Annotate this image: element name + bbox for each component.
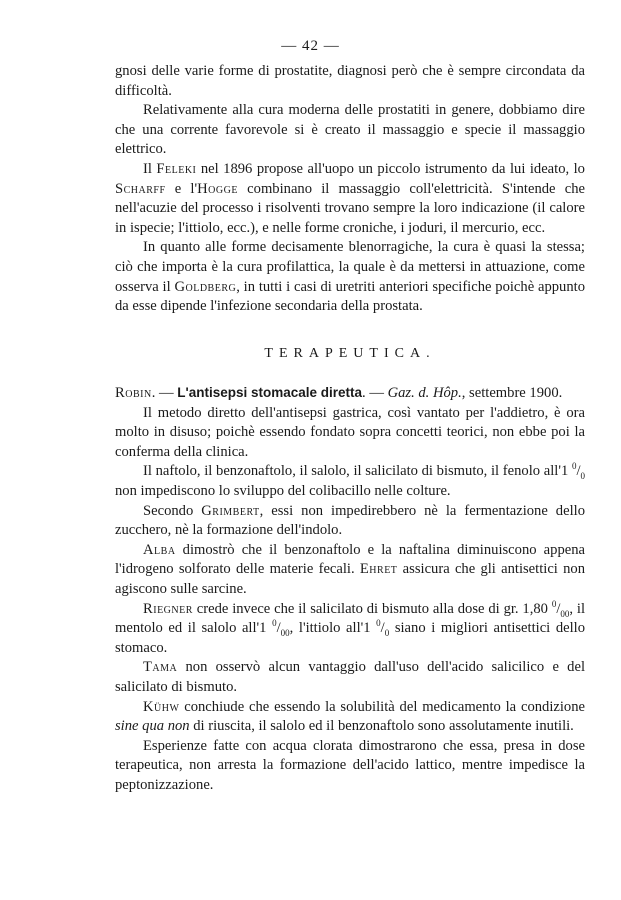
citation-journal: Gaz. d. Hôp. — [387, 385, 462, 401]
author-name: Hogge — [197, 180, 238, 197]
paragraph-direct-method: Il metodo diretto dell'antisepsi gastrica, così vantato per l'addietro, è ora molto in disuso; poichè essendo fondato sopra concetti teorici, non ebbe poi la conferma della clinica. — [115, 404, 585, 460]
paragraph-naphthol: Il naftolo, il benzonaftolo, il salolo, il salicilato di bismuto, il fenolo all'1 $^0/_0$ non impediscono lo sviluppo del colibacillo nelle colture. — [115, 461, 585, 499]
citation-date: , settembre 1900. — [461, 385, 563, 401]
paragraph-kuhw: Kühw conchiude che essendo la solubilità del medicamento la condizione sine qua non di riuscita, il salolo ed il benzonaftolo sono assolutamente inutili. — [115, 698, 585, 735]
paragraph-alba: Alba dimostrò che il benzonaftolo e la naftalina diminuiscono appena l'idrogeno solforato delle materie fecali. Ehret assicura che gli antisettici non agiscono sulle sarcine. — [115, 541, 585, 597]
section-heading: TERAPEUTICA. — [264, 346, 436, 361]
author-name: Tama — [143, 659, 178, 676]
text-block-prostatitis — [115, 62, 585, 317]
author-name: Kühw — [143, 698, 180, 715]
paragraph-tama: Tama non osservò alcun vantaggio dall'uso dell'acido salicilico e del salicilato di bismuto. — [115, 659, 585, 695]
paragraph-instrument: Il Feleki nel 1896 propose all'uopo un piccolo istrumento da lui ideato, lo Scharff e l'Hogge combinano il massaggio coll'elettricità. S'intende che nell'acuzie del processo i risolventi trovano sempre la loro indicazione (il calore in ispecie; l'ittiolo, ecc.), e nelle forme croniche, i joduri, il mercurio, ecc. — [115, 160, 585, 236]
page-number: — 42 — — [281, 38, 340, 54]
citation-title: L'antisepsi stomacale diretta — [177, 385, 363, 400]
author-name: Grimbert — [201, 502, 260, 519]
paragraph-diagnosis: gnosi delle varie forme di prostatite, diagnosi però che è sempre circondata da difficoltà. — [115, 63, 585, 99]
latin-phrase: sine qua non — [115, 718, 190, 735]
paragraph-massage: Relativamente alla cura moderna delle prostatiti in genere, dobbiamo dire che una corrente favorevole si è creato il massaggio e specie il massaggio elettrico. — [115, 102, 585, 158]
paragraph-blenorrhagic: In quanto alle forme decisamente blenorragiche, la cura è quasi la stessa; ciò che importa è la cura profilattica, la quale è da mettersi in attuazione, come osserva il Goldberg, in tutti i casi di uretriti anteriori specifiche poichè appunto da esse dipende l'infezione secondaria della prostata. — [115, 239, 585, 315]
paragraph-riegner: Riegner crede invece che il salicilato di bismuto alla dose di gr. 1,80 $^0/_{00}$, il mentolo ed il salolo all'1 $^0/_{00}$, l'ittiolo all'1 $^0/_0$ siano i migliori antisettici dello stomaco. — [115, 598, 586, 656]
citation-author: Robin — [115, 385, 152, 401]
author-name: Alba — [143, 541, 176, 558]
citation-line: Robin. — L'antisepsi stomacale diretta. — Gaz. d. Hôp., settembre 1900. — [115, 385, 563, 401]
author-name: Feleki — [156, 160, 197, 177]
paragraph-grimbert: Secondo Grimbert, essi non impedirebbero nè la fermentazione dello zucchero, nè la formazione dell'indolo. — [115, 502, 585, 539]
author-name: Scharff — [115, 180, 166, 197]
text-block-therapeutics — [115, 383, 585, 795]
author-name: Riegner — [143, 600, 193, 617]
author-name: Ehret — [359, 561, 398, 578]
author-name: Goldberg — [174, 278, 237, 295]
paragraph-chlorine-water: Esperienze fatte con acqua clorata dimostrarono che essa, presa in dose terapeutica, non arresta la formazione dell'acido lattico, mentre impedisce la peptonizzazione. — [115, 737, 585, 793]
